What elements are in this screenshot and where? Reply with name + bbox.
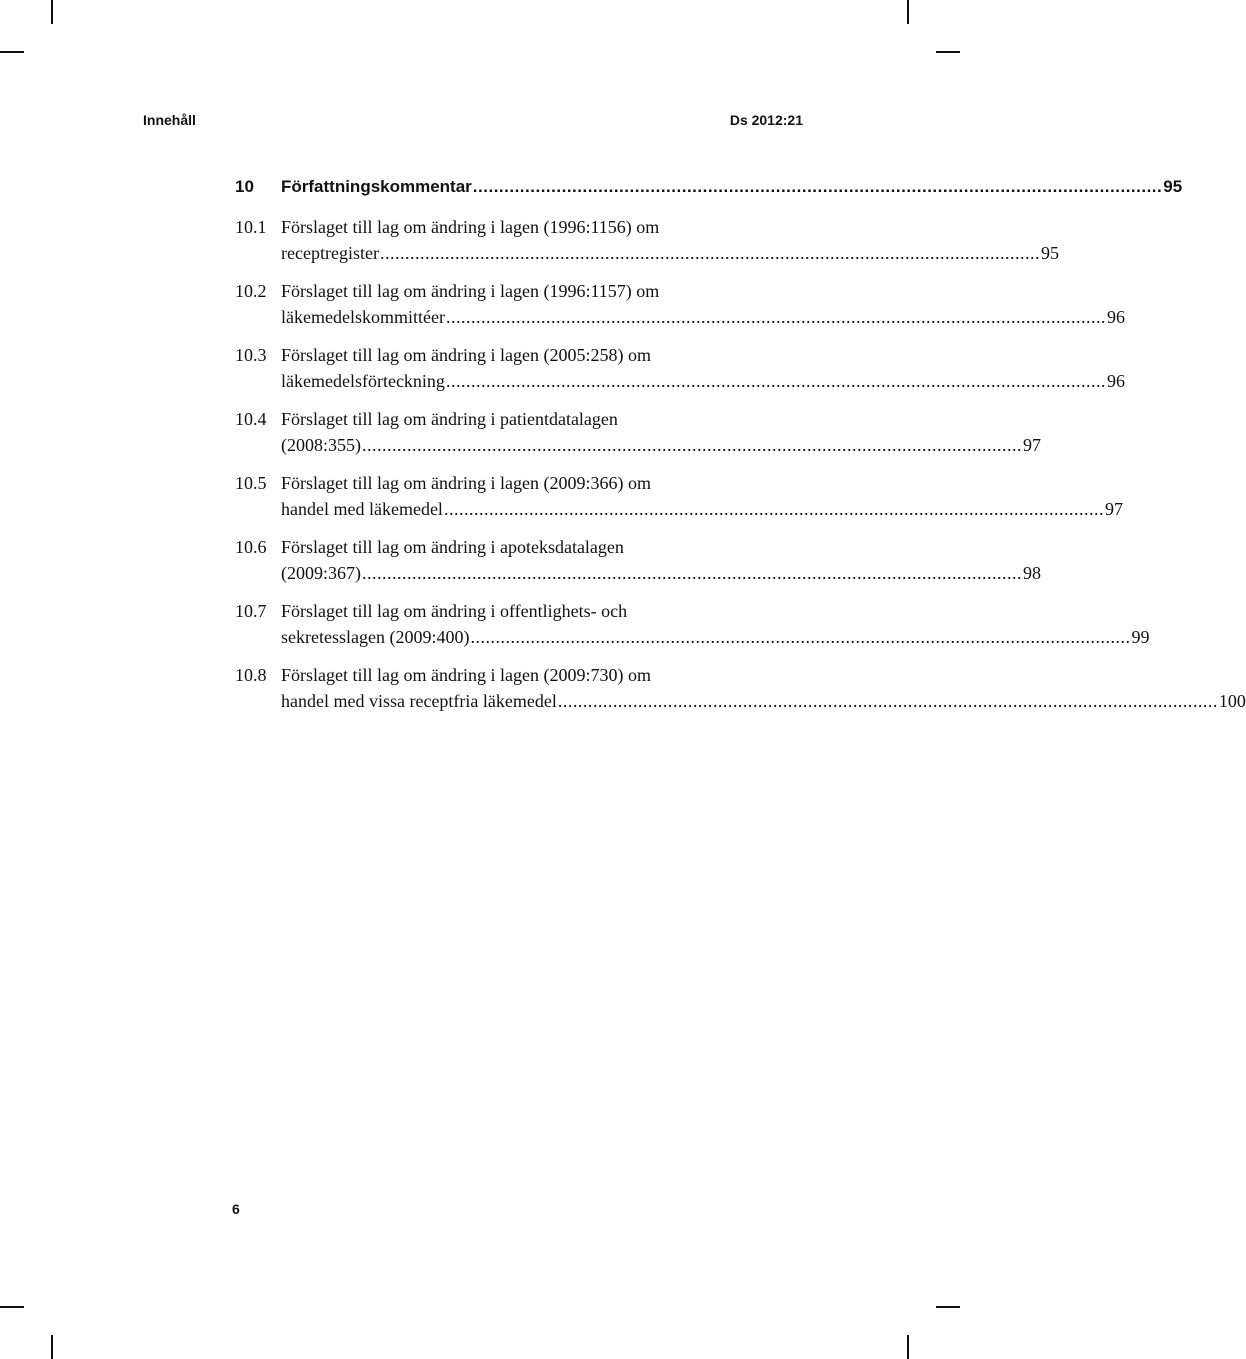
entry-title-continued: handel med läkemedel — [281, 499, 443, 519]
toc-entry[interactable] — [235, 278, 1125, 330]
table-of-contents — [235, 172, 1246, 714]
entry-title-continued: receptregister — [281, 243, 379, 263]
entry-page: 100 — [1218, 691, 1246, 711]
dot-leader: .................................................................................................................................... — [379, 243, 1040, 263]
entry-page: 96 — [1106, 371, 1125, 391]
dot-leader: .................................................................................................................................... — [445, 371, 1106, 391]
crop-mark-top-right — [936, 51, 960, 53]
entry-page: 98 — [1023, 563, 1041, 583]
entry-number: 10.5 — [235, 473, 267, 493]
toc-entry[interactable] — [235, 214, 1059, 266]
crop-mark-bottom-right — [907, 1335, 909, 1359]
entry-title: Förslaget till lag om ändring i offentlighets- och — [281, 601, 628, 621]
entry-title-continued: sekretesslagen (2009:400) — [281, 627, 470, 647]
entry-title: Förslaget till lag om ändring i patientdatalagen — [281, 409, 618, 429]
entry-number: 10.1 — [235, 217, 267, 237]
toc-chapter[interactable] — [235, 172, 1183, 202]
entry-title-continued: läkemedelsförteckning — [281, 371, 445, 391]
toc-entry[interactable] — [235, 598, 1150, 650]
crop-mark-top-left — [0, 51, 24, 53]
document-id: Ds 2012:21 — [729, 112, 803, 128]
dot-leader: .................................................................................................................................... — [443, 499, 1104, 519]
dot-leader: .................................................................................................................................... — [362, 435, 1022, 455]
entry-page: 95 — [1040, 243, 1059, 263]
crop-mark-bottom-left — [0, 1306, 24, 1308]
entry-page: 97 — [1104, 499, 1123, 519]
entry-number: 10.8 — [235, 665, 267, 685]
toc-entry[interactable] — [235, 470, 1123, 522]
entry-title-continued: läkemedelskommittéer — [281, 307, 445, 327]
section-label: Innehåll — [143, 112, 196, 128]
dot-leader: .................................................................................................................................... — [472, 177, 1163, 196]
entry-title: Förslaget till lag om ändring i lagen (2009:730) om — [281, 665, 651, 685]
chapter-number: 10 — [235, 177, 254, 196]
page-number: 6 — [232, 1201, 240, 1217]
crop-mark-top-left — [51, 0, 53, 24]
entry-title-continued: handel med vissa receptfria läkemedel — [281, 691, 557, 711]
entry-title: Förslaget till lag om ändring i lagen (1996:1157) om — [281, 281, 660, 301]
chapter-title: Författningskommentar — [281, 177, 472, 196]
entry-title-continued: (2009:367) — [281, 563, 361, 583]
entry-title: Förslaget till lag om ändring i apoteksdatalagen — [281, 537, 624, 557]
running-header — [143, 112, 803, 132]
dot-leader: .................................................................................................................................... — [470, 627, 1131, 647]
entry-page: 96 — [1106, 307, 1125, 327]
entry-number: 10.4 — [235, 409, 267, 429]
chapter-page: 95 — [1163, 177, 1183, 196]
dot-leader: .................................................................................................................................... — [445, 307, 1106, 327]
crop-mark-bottom-left — [51, 1335, 53, 1359]
entry-number: 10.2 — [235, 281, 267, 301]
toc-entry[interactable] — [235, 406, 1041, 458]
toc-entry[interactable] — [235, 342, 1125, 394]
entry-title: Förslaget till lag om ändring i lagen (2005:258) om — [281, 345, 651, 365]
toc-entry[interactable] — [235, 662, 1246, 714]
entry-title: Förslaget till lag om ändring i lagen (1996:1156) om — [281, 217, 660, 237]
toc-entry[interactable] — [235, 534, 1041, 586]
entry-title: Förslaget till lag om ändring i lagen (2009:366) om — [281, 473, 651, 493]
entry-page: 99 — [1131, 627, 1150, 647]
crop-mark-bottom-right — [936, 1306, 960, 1308]
dot-leader: .................................................................................................................................... — [362, 563, 1022, 583]
entry-number: 10.3 — [235, 345, 267, 365]
dot-leader: .................................................................................................................................... — [557, 691, 1218, 711]
entry-number: 10.7 — [235, 601, 267, 621]
entry-page: 97 — [1023, 435, 1041, 455]
entry-title-continued: (2008:355) — [281, 435, 361, 455]
crop-mark-top-right — [907, 0, 909, 24]
entry-number: 10.6 — [235, 537, 267, 557]
